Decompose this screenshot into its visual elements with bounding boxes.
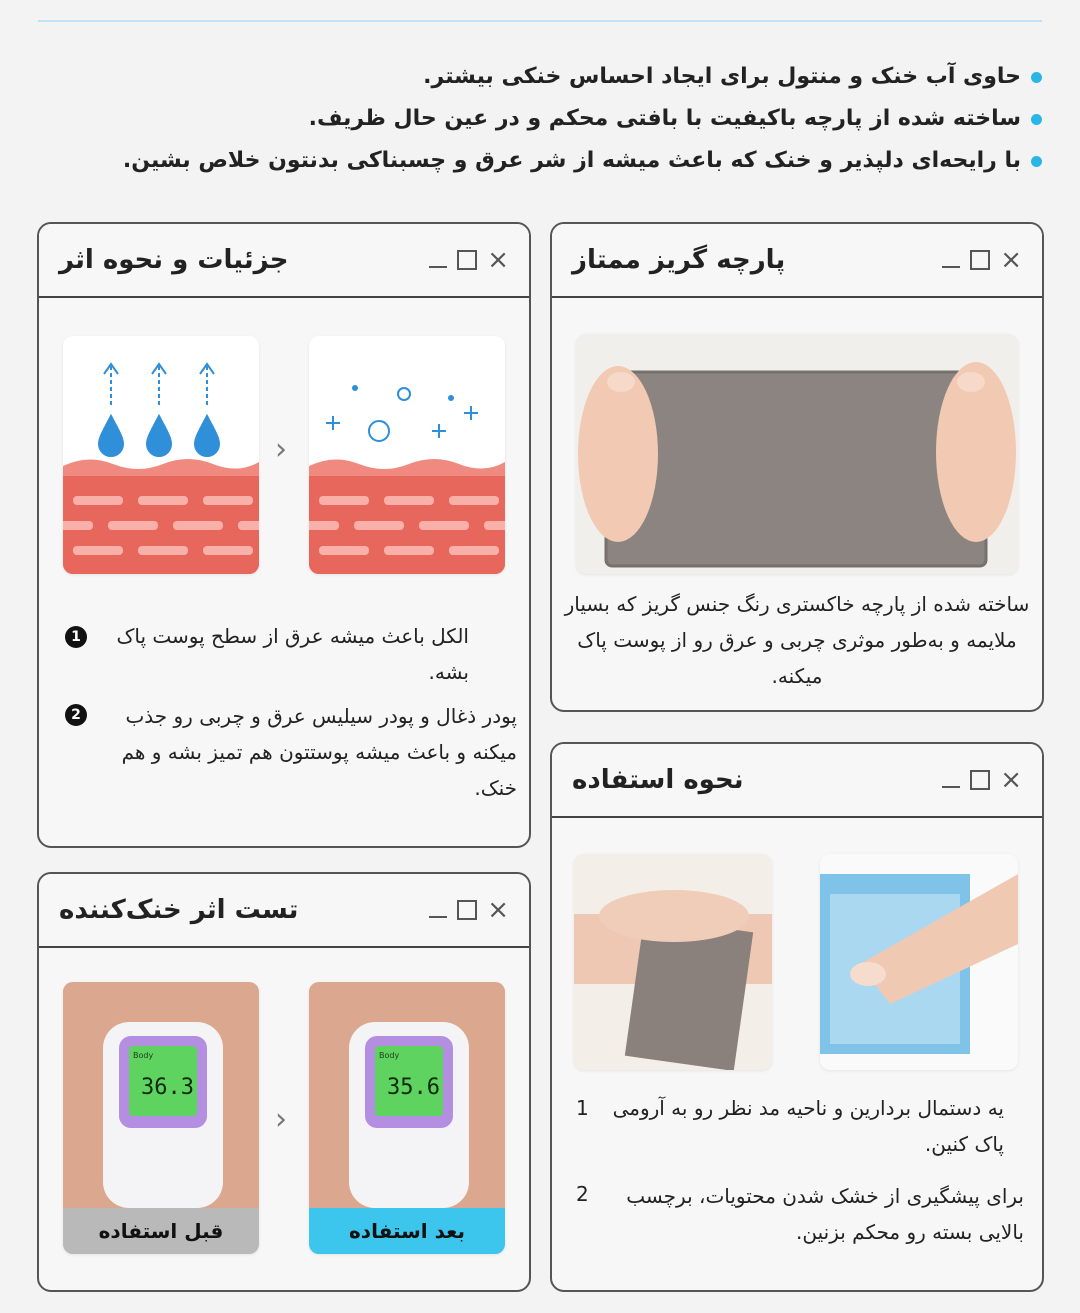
window-titlebar: [552, 224, 1042, 298]
before-test-card: [63, 982, 259, 1254]
close-icon[interactable]: ×: [487, 245, 509, 275]
fabric-cloth-image: [576, 334, 1018, 574]
close-icon[interactable]: ×: [487, 895, 509, 925]
bullet-dot-icon: [1031, 114, 1042, 125]
before-label: قبل استفاده: [63, 1208, 259, 1254]
window-controls: [429, 245, 509, 275]
minimize-icon[interactable]: [429, 266, 447, 268]
usage-step-2: برای پیشگیری از خشک شدن محتویات، برچسب بالایی بسته رو محکم بزنین.: [626, 1184, 1024, 1244]
usage-window: [550, 742, 1044, 1292]
feature-item: حاوی آب خنک و منتول برای ایجاد احساس خنکی بیشتر.: [2, 56, 1042, 98]
fabric-window: [550, 222, 1044, 712]
chevron-right-icon: ›: [275, 1102, 287, 1137]
thermometer-after-image: [309, 982, 505, 1208]
minimize-icon[interactable]: [942, 786, 960, 788]
fabric-description: ساخته شده از پارچه خاکستری رنگ جنس گریز که بسیار ملایمه و به‌طور موثری چربی و عرق رو از پوست پاک میکنه.: [564, 592, 1030, 688]
minimize-icon[interactable]: [942, 266, 960, 268]
window-titlebar: [39, 224, 529, 298]
step-number-badge: 2: [65, 704, 87, 726]
close-icon[interactable]: ×: [1000, 245, 1022, 275]
feature-item: ساخته شده از پارچه باکیفیت با بافتی محکم و در عین حال ظریف.: [2, 98, 1042, 140]
details-window: [37, 222, 531, 848]
maximize-icon[interactable]: [457, 250, 477, 270]
maximize-icon[interactable]: [970, 770, 990, 790]
sweat-before-illustration: [63, 336, 259, 574]
maximize-icon[interactable]: [970, 250, 990, 270]
package-photo: [820, 854, 1018, 1070]
before-temp-readout: 36.3: [141, 1075, 194, 1100]
feature-item: با رایحه‌ای دلپذیر و خنک که باعث میشه از شر عرق و چسبناکی بدنتون خلاص بشین.: [2, 140, 1042, 182]
minimize-icon[interactable]: [429, 916, 447, 918]
details-item-1: الکل باعث میشه عرق از سطح پوست پاک بشه.: [116, 624, 469, 684]
maximize-icon[interactable]: [457, 900, 477, 920]
sweat-after-illustration: [309, 336, 505, 574]
after-test-card: [309, 982, 505, 1254]
step-number: 2: [576, 1182, 589, 1206]
step-number-badge: 1: [65, 626, 87, 648]
bullet-dot-icon: [1031, 156, 1042, 167]
window-title: تست اثر خنک‌کننده: [59, 895, 299, 925]
window-titlebar: [552, 744, 1042, 818]
thermometer-before-image: [63, 982, 259, 1208]
window-title: پارچه گریز ممتاز: [572, 245, 786, 275]
arm-wipe-image: [574, 854, 772, 1070]
clean-skin-illustration: [309, 336, 505, 574]
usage-step-1: یه دستمال بردارین و ناحیه مد نظر رو به آرومی پاک کنین.: [612, 1096, 1004, 1156]
after-temp-readout: 35.6: [387, 1075, 440, 1100]
window-title: نحوه استفاده: [572, 765, 744, 795]
fabric-photo: [576, 334, 1018, 574]
window-controls: [429, 895, 509, 925]
window-controls: [942, 765, 1022, 795]
screen-label: Body: [379, 1051, 400, 1060]
top-divider: [38, 20, 1042, 22]
after-label: بعد استفاده: [309, 1208, 505, 1254]
bullet-dot-icon: [1031, 72, 1042, 83]
screen-label: Body: [133, 1051, 154, 1060]
details-item-2: پودر ذغال و پودر سیلیس عرق و چربی رو جذب میکنه و باعث میشه پوستتون هم تمیز بشه و هم خنک.: [121, 704, 517, 800]
window-title: جزئیات و نحوه اثر: [59, 245, 289, 275]
cooling-test-window: [37, 872, 531, 1292]
chevron-right-icon: ›: [275, 432, 287, 467]
wipe-arm-photo: [574, 854, 772, 1070]
wipes-package-image: [820, 854, 1018, 1070]
skin-drops-illustration: [63, 336, 259, 574]
window-titlebar: [39, 874, 529, 948]
close-icon[interactable]: ×: [1000, 765, 1022, 795]
window-controls: [942, 245, 1022, 275]
feature-list: [2, 56, 1042, 182]
step-number: 1: [576, 1096, 589, 1120]
